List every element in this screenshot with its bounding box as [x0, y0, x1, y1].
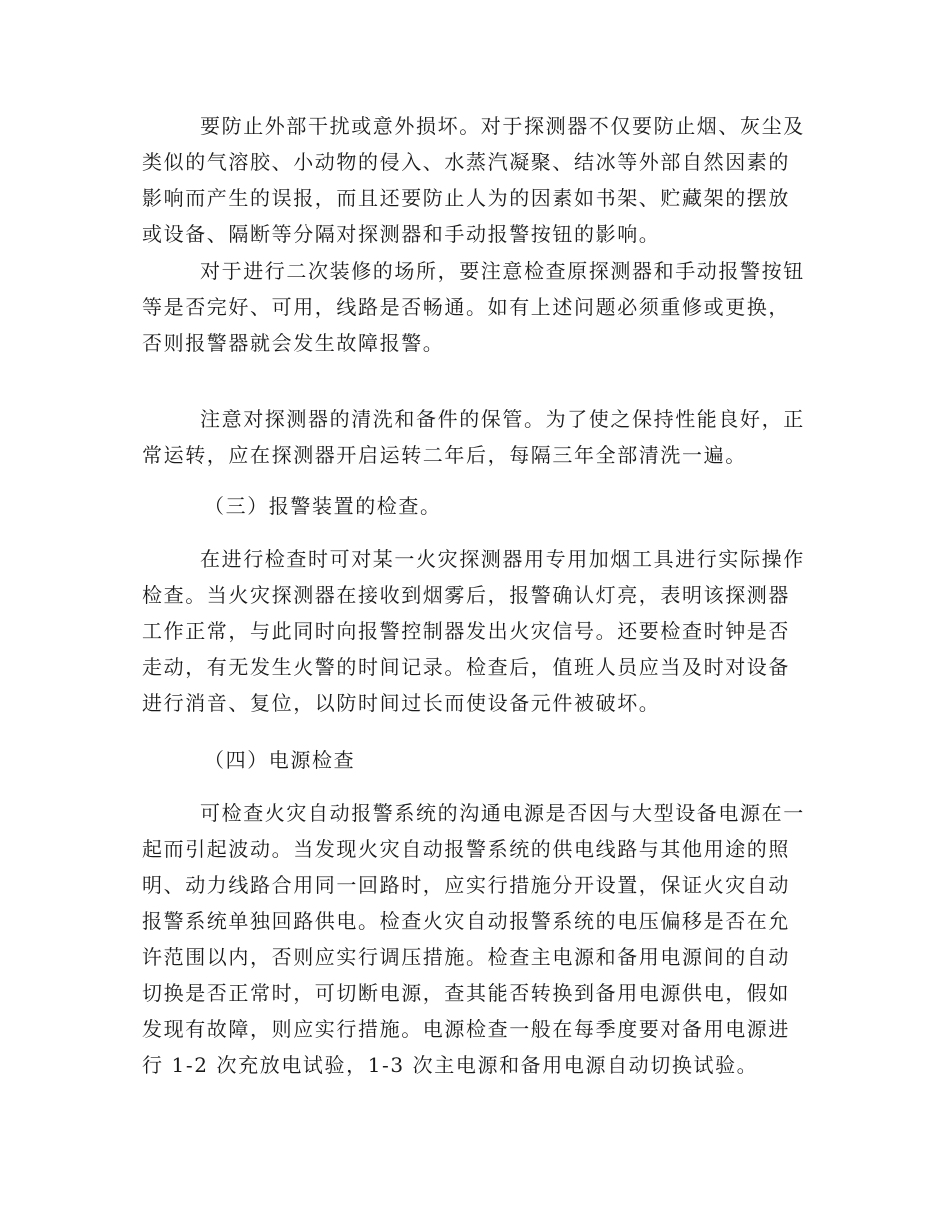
text-line: 在进行检查时可对某一火灾探测器用专用加烟工具进行实际操作 [200, 547, 805, 571]
text-line: 等是否完好、可用，线路是否畅通。如有上述问题必须重修或更换， [142, 295, 790, 319]
section-heading-3 [142, 488, 812, 524]
paragraph-2 [142, 253, 812, 361]
text-line: 或设备、隔断等分隔对探测器和手动报警按钮的影响。 [142, 222, 661, 246]
text-line: 影响而产生的误报，而且还要防止人为的因素如书架、贮藏架的摆放 [142, 186, 790, 210]
text-line: 注意对探测器的清洗和备件的保管。为了使之保持性能良好，正 [200, 407, 805, 431]
section-heading: （三）报警装置的检查。 [204, 494, 442, 518]
text-line: 进行消音、复位，以防时间过长而使设备元件被破坏。 [142, 691, 661, 715]
text-line: 走动，有无发生火警的时间记录。检查后，值班人员应当及时对设备 [142, 655, 790, 679]
text-line: 类似的气溶胶、小动物的侵入、水蒸汽凝聚、结冰等外部自然因素的 [142, 150, 790, 174]
paragraph-7 [142, 795, 812, 1083]
text-line: 发现有故障，则应实行措施。电源检查一般在每季度要对备用电源进 [142, 1017, 790, 1041]
text-line: 否则报警器就会发生故障报警。 [142, 331, 445, 355]
section-heading-4 [142, 742, 812, 778]
text-line: 常运转，应在探测器开启运转二年后，每隔三年全部清洗一遍。 [142, 443, 747, 467]
text-line: 工作正常，与此同时向报警控制器发出火灾信号。还要检查时钟是否 [142, 619, 790, 643]
paragraph-3 [142, 401, 812, 473]
text-line: 对于进行二次装修的场所，要注意检查原探测器和手动报警按钮 [200, 259, 805, 283]
paragraph-5 [142, 541, 812, 721]
text-line: 要防止外部干扰或意外损坏。对于探测器不仅要防止烟、灰尘及 [200, 114, 805, 138]
section-heading: （四）电源检查 [204, 748, 356, 772]
text-line: 可检查火灾自动报警系统的沟通电源是否因与大型设备电源在一 [200, 801, 805, 825]
text-line: 起而引起波动。当发现火灾自动报警系统的供电线路与其他用途的照 [142, 837, 790, 861]
paragraph-1 [142, 108, 812, 252]
text-line: 报警系统单独回路供电。检查火灾自动报警系统的电压偏移是否在允 [142, 909, 790, 933]
text-line: 切换是否正常时，可切断电源，查其能否转换到备用电源供电，假如 [142, 981, 790, 1005]
text-line: 许范围以内，否则应实行调压措施。检查主电源和备用电源间的自动 [142, 945, 790, 969]
text-line: 行 1-2 次充放电试验，1-3 次主电源和备用电源自动切换试验。 [142, 1053, 759, 1077]
text-line: 检查。当火灾探测器在接收到烟雾后，报警确认灯亮，表明该探测器 [142, 583, 790, 607]
text-line: 明、动力线路合用同一回路时，应实行措施分开设置，保证火灾自动 [142, 873, 790, 897]
